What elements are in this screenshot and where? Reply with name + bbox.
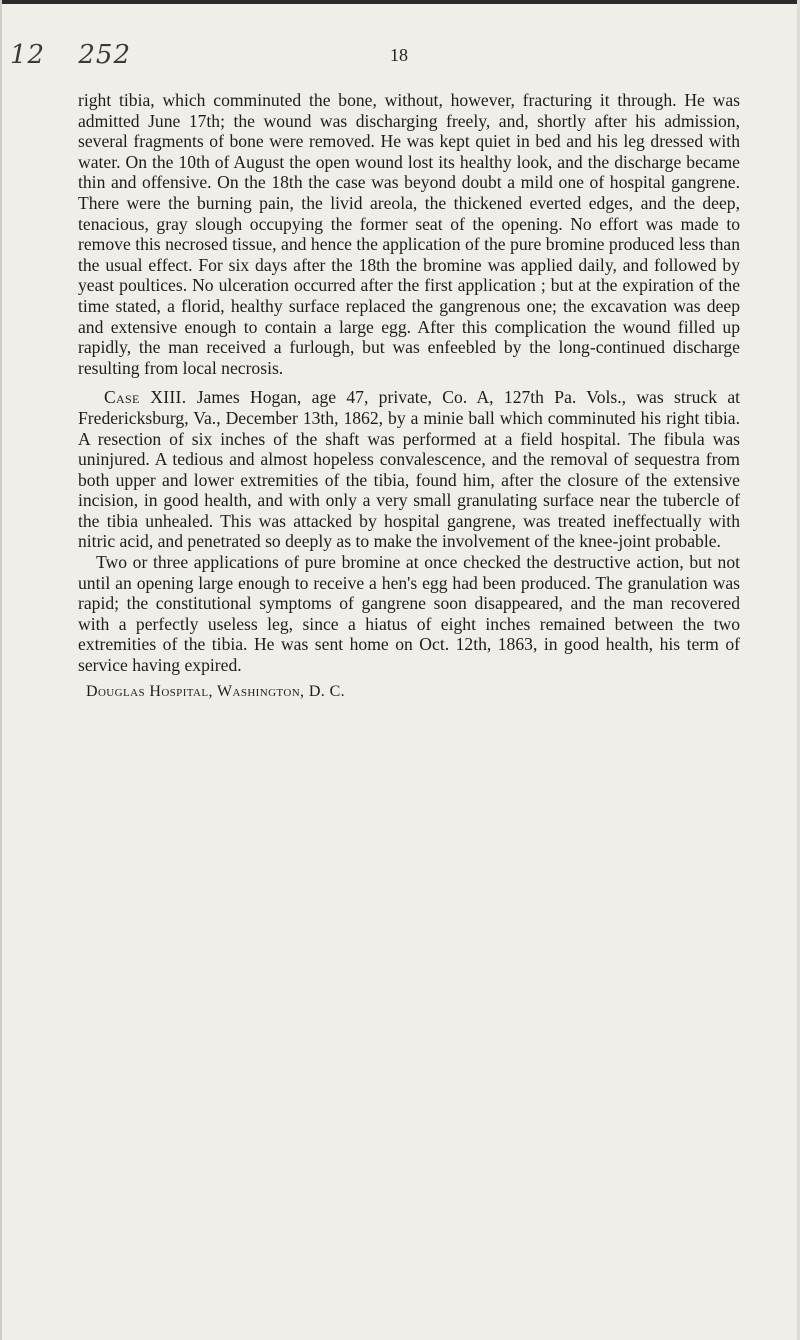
page-left-edge — [0, 0, 2, 1340]
handwritten-annotation — [10, 40, 131, 70]
hospital-signature: Douglas Hospital, Washington, D. C. — [86, 682, 346, 700]
page-number: 18 — [390, 45, 408, 65]
paragraph-bromine-treatment: Two or three applications of pure bromine at once checked the destructive action, but not until an opening large enough to receive a hen's egg had been produced. The granulation was rapid; the constitutional symptoms of gangrene soon disappeared, and the man recovered with a perfectly useless leg, since a hiatus of eight inches remained between the two extremities of the tibia. He was sent home on Oct. 12th, 1863, in good health, his term of service having expired. — [78, 552, 740, 676]
handwritten-mark-right: 252 — [78, 40, 131, 70]
handwritten-mark-left: 12 — [10, 40, 46, 70]
paragraph-case-xiii — [78, 387, 740, 552]
case-label: Case XIII. — [104, 387, 187, 408]
body-text — [78, 90, 740, 702]
paragraph-continued: right tibia, which comminuted the bone, without, however, fracturing it through. He was admitted June 17th; the wound was discharging freely, and, shortly after his admission, several fragments of bone were removed. He was kept quiet in bed and his leg dressed with water. On the 10th of August the open wound lost its healthy look, and the discharge became thin and offensive. On the 18th the case was beyond doubt a mild one of hospital gangrene. There were the burning pain, the livid areola, the thickened everted edges, and the deep, tenacious, gray slough occupying the former seat of the opening. No effort was made to remove this necrosed tissue, and hence the application of the pure bromine produced less than the usual effect. For six days after the 18th the bromine was applied daily, and followed by yeast poultices. No ulceration occurred after the first application ; but at the expiration of the time stated, a florid, healthy surface replaced the gangrenous one; the excavation was deep and extensive enough to contain a large egg. After this complication the wound filled up rapidly, the man received a furlough, but was enfeebled by the long-continued discharge resulting from local necrosis. — [78, 90, 740, 378]
top-border-rule — [0, 0, 800, 4]
case-xiii-text: James Hogan, age 47, private, Co. A, 127th Pa. Vols., was struck at Fredericksburg, Va., December 13th, 1862, by a minie ball which comminuted his right tibia. A resection of six inches of the shaft was performed at a field hospital. The fibula was uninjured. A tedious and almost hopeless convalescence, and the removal of sequestra from both upper and lower extremities of the tibia, found him, after the closure of the extensive incision, in good health, and with only a very small granulating surface near the tubercle of the tibia unhealed. This was attacked by hospital gangrene, was treated ineffectually with nitric acid, and penetrated so deeply as to make the involvement of the knee-joint probable. — [78, 387, 741, 552]
